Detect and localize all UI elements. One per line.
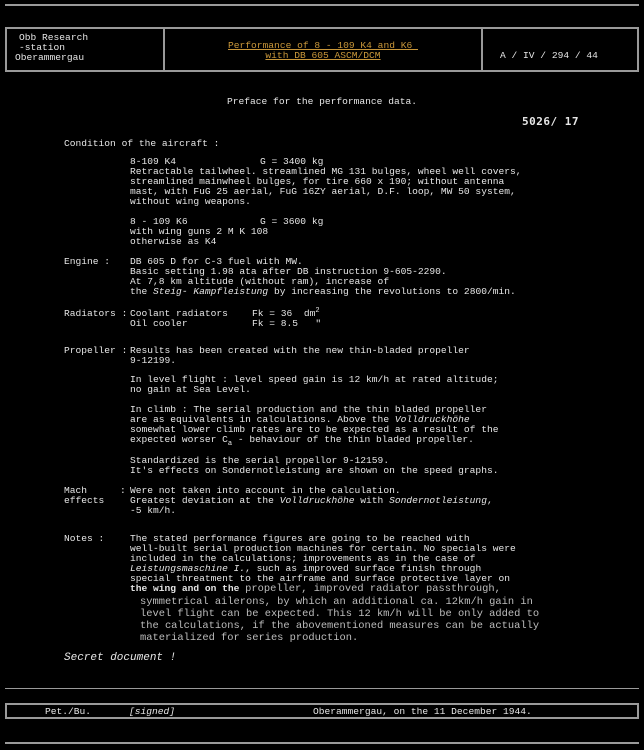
propeller-line: It's effects on Sondernotleistung are shown on the speed graphs. xyxy=(130,465,499,476)
k6-name: 8 - 109 K6 xyxy=(130,216,188,227)
radiators-label: Radiators : xyxy=(64,308,128,319)
engine-line: DB 605 D for C-3 fuel with MW. xyxy=(130,256,303,267)
k4-desc-line: Retractable tailwheel. streamlined MG 131 bulges, wheel well covers, xyxy=(130,166,522,177)
superscript: 2 xyxy=(315,307,320,315)
mach-line: Were not taken into account in the calculation. xyxy=(130,485,401,496)
k4-weight: G = 3400 kg xyxy=(260,156,324,167)
text: the xyxy=(130,286,154,297)
document-number: 5026/ 17 xyxy=(522,115,579,128)
radiator-name: Coolant radiators xyxy=(130,308,228,319)
secret-document-notice: Secret document ! xyxy=(64,652,177,664)
k4-desc-line: without wing weapons. xyxy=(130,196,251,207)
mach-label: Mach xyxy=(64,485,88,496)
preface-heading: Preface for the performance data. xyxy=(227,96,417,107)
text: with xyxy=(354,495,390,506)
propeller-line: Standardized is the serial propellor 9-12159. xyxy=(130,455,390,466)
k6-weight: G = 3600 kg xyxy=(260,216,324,227)
notes-line xyxy=(130,584,501,594)
propeller-line: In climb : The serial production and the thin bladed propeller xyxy=(130,404,487,415)
mach-line xyxy=(130,496,493,506)
propeller-label: Propeller : xyxy=(64,345,128,356)
notes-line: level flight can be expected. This 12 km/h will be only added to xyxy=(140,608,540,620)
text: by increasing the revolutions to 2800/min. xyxy=(268,286,516,297)
title-cell xyxy=(165,29,483,70)
k4-desc-line: mast, with FuG 25 aerial, FuG 16ZY aerial, D.F. loop, MW 50 system, xyxy=(130,186,516,197)
text: are as equivalents in calculations. Above the xyxy=(130,414,395,425)
notes-line: well-built serial production machines for certain. No specials were xyxy=(130,543,516,554)
text: , such as improved surface finish through xyxy=(245,563,482,574)
org-line: -station xyxy=(19,42,66,53)
notes-line: special threatment to the airframe and surface protective layer on xyxy=(130,573,510,584)
reference-cell xyxy=(483,29,637,70)
text: expected worser C xyxy=(130,434,228,445)
propeller-line xyxy=(130,434,474,448)
document-footer xyxy=(5,703,639,719)
italic-term: Volldruckhöhe xyxy=(279,495,355,506)
italic-term: Leistungsmaschine I. xyxy=(130,563,246,574)
bottom-rule xyxy=(5,742,639,744)
k4-name: 8-109 K4 xyxy=(130,156,177,167)
radiator-name: Oil cooler xyxy=(130,318,188,329)
subscript: a xyxy=(227,440,233,448)
document-header xyxy=(5,27,639,72)
notes-line: included in the calculations; improvements as in the case of xyxy=(130,553,476,564)
mach-label: effects xyxy=(64,495,105,506)
author-initials: Pet./Bu. xyxy=(45,706,92,717)
org-line: Oberammergau xyxy=(15,52,85,63)
document-title-link[interactable]: with DB 605 ASCM/DCM xyxy=(265,50,381,61)
text: - behaviour of the thin bladed propeller. xyxy=(232,434,474,445)
engine-line xyxy=(130,287,516,297)
org-line: Obb Research xyxy=(19,32,89,43)
mach-colon: : xyxy=(120,485,126,496)
signature: [signed] xyxy=(129,706,176,717)
engine-line: Basic setting 1.98 ata after DB instruction 9-605-2290. xyxy=(130,266,447,277)
place-date: Oberammergau, on the 11 December 1944. xyxy=(313,706,532,717)
propeller-line: 9-12199. xyxy=(130,355,177,366)
condition-label: Condition of the aircraft : xyxy=(64,138,220,149)
text: propeller, improved radiator passthrough, xyxy=(245,583,501,595)
top-rule xyxy=(5,4,639,6)
italic-term: Volldruckhöhe xyxy=(394,414,470,425)
mach-line: -5 km/h. xyxy=(130,505,177,516)
propeller-line: Results has been created with the new thin-bladed propeller xyxy=(130,345,470,356)
text: the wing and on the xyxy=(130,583,246,594)
notes-label: Notes : xyxy=(64,533,105,544)
italic-term: Steig- Kampfleistung xyxy=(153,286,269,297)
notes-line: The stated performance figures are going to be reached with xyxy=(130,533,470,544)
document-title-link[interactable]: Performance of 8 - 109 K4 and K6 xyxy=(228,40,418,51)
k6-desc-line: with wing guns 2 M K 108 xyxy=(130,226,269,237)
italic-term: Sondernotleistung xyxy=(389,495,487,506)
notes-line: materialized for series production. xyxy=(140,632,359,644)
value: Fk = 36 dm xyxy=(252,308,316,319)
radiator-value: Fk = 8.5 " xyxy=(252,318,322,329)
k4-desc-line: streamlined mainwheel bulges, for tire 660 x 190; without antenna xyxy=(130,176,505,187)
organization-cell xyxy=(7,29,165,70)
text: Greatest deviation at the xyxy=(130,495,280,506)
propeller-line: no gain at Sea Level. xyxy=(130,384,251,395)
engine-label: Engine : xyxy=(64,256,111,267)
reference-number: A / IV / 294 / 44 xyxy=(500,50,598,61)
notes-line: the calculations, if the abovementioned measures can be actually xyxy=(140,620,540,632)
engine-line: At 7,8 km altitude (without ram), increase of xyxy=(130,276,390,287)
notes-line: symmetrical ailerons, by which an additional ca. 12km/h gain in xyxy=(140,596,533,608)
k6-desc-line: otherwise as K4 xyxy=(130,236,217,247)
propeller-line: In level flight : level speed gain is 12 km/h at rated altitude; xyxy=(130,374,499,385)
footer-top-rule xyxy=(5,688,639,689)
text: , xyxy=(486,495,493,506)
propeller-line: somewhat lower climb rates are to be expected as a result of the xyxy=(130,424,499,435)
